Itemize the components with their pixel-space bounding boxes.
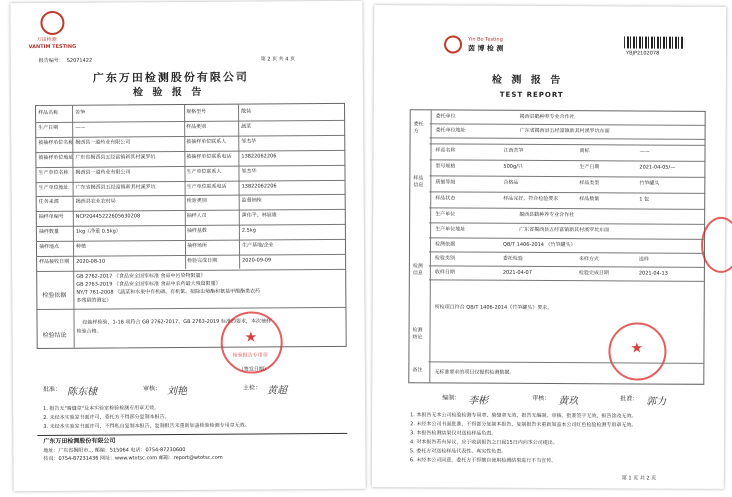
report-no: YBJP2102078: [625, 50, 660, 57]
logo-cn: 茵 博 检 测: [468, 44, 504, 53]
conclusion-label: 检验结论: [42, 331, 67, 340]
table-cell-label: 任务来源: [38, 199, 59, 206]
table-cell-label: 生产单位联系电话: [186, 183, 227, 190]
table-cell-label: 样品数量: [579, 196, 600, 203]
table-cell-label: 抽样单编号: [38, 214, 64, 221]
basis-line: NY/T 761-2008 《蔬菜和水果中有机磷、有机氯、拟除虫菊酯和氨基甲酸酯类农药: [76, 288, 261, 296]
tester-signature: 黄超: [266, 385, 288, 397]
logo-text: 万田检测: [36, 36, 57, 44]
seal-star-icon: ★: [244, 329, 258, 346]
basis-line: GB 2763-2019 《食品安全国家标准 食品中农药最大残留限量》: [76, 280, 221, 288]
table-cell-label: 抽样地点: [38, 243, 60, 251]
conclusion-text: 所检项目符合 QB/T 1406-2014《竹笋罐头》要求。: [434, 304, 553, 312]
table-cell-value: 蔬菜: [241, 123, 252, 130]
note: 3. 本报告检测结果仅对送检样品负责。: [410, 430, 497, 437]
table-cell-value: 江西苦笋: [503, 147, 524, 154]
table-cell-value: 种植: [75, 243, 87, 250]
seal-text: 检验报告专用章: [232, 352, 268, 359]
editor-role: 编制：: [442, 394, 461, 402]
table-cell-label: 检验完成日期: [578, 270, 609, 277]
table-cell-value: 2020-09-09: [242, 257, 272, 264]
logo-en: Yin Bo Testing: [468, 36, 503, 43]
table-cell-value: NCP20445222605630208: [75, 213, 141, 221]
table-cell-value: 广东省揭西县五经富镇新其村溪罗坑东面: [519, 127, 610, 135]
report-title-en: TEST REPORT: [499, 90, 564, 100]
footer-contact: 传真：0754-87231436 网址：www.wtotsc.com 邮箱：report@wtotsc.com: [43, 454, 223, 463]
editor-signature: 李彬: [468, 395, 489, 407]
client-section-label: 委托方: [413, 121, 424, 135]
table-cell-value: 500g/只: [503, 163, 523, 170]
table-cell-value: 合格品: [503, 179, 519, 186]
table-cell-value: 生产基地/企业: [241, 242, 274, 249]
table-cell-value: 13822062206: [241, 182, 277, 190]
reviewer-signature: 刘艳: [166, 386, 188, 398]
table-cell-value: 广东省揭西县五经富镇新其村溪罗坑: [75, 183, 156, 191]
note: 2. 未经本公司书面批准，不得部分复制本报告，复制报告未重新加盖本公司红色检验检测专用章无效。: [410, 421, 637, 429]
note: 5. 委托方对送检样品代表性、真实性负责。: [409, 448, 507, 455]
table-cell-value: 送样: [638, 256, 649, 263]
table-cell-value: 揭西县一道药业有限公司: [75, 139, 131, 146]
table-cell-value: 1kg（净重 0.5kg）: [75, 228, 121, 235]
table-cell-label: 委托单位: [435, 113, 456, 120]
table-cell-label: 生产单位地址: [435, 226, 466, 233]
note: 1. 报告无"骑缝章"及本实验室检验检测专用章无效。: [43, 405, 160, 413]
table-cell-label: 被抽样单位联系电话: [186, 153, 232, 160]
partial-seal: [701, 217, 732, 273]
table-cell-label: 检验类别: [434, 255, 455, 262]
note: 6. 未经本公司同意，委托方不得擅自使用检测结果进行不当宣传。: [409, 457, 557, 465]
table-cell-label: 样品名称: [38, 109, 59, 117]
basis-line: 多残留的测定》: [76, 297, 112, 304]
table-cell-label: 检验完成日期: [187, 257, 218, 265]
report-title: 检 验 报 告: [132, 86, 205, 99]
table-cell-label: 样品类型: [579, 180, 600, 187]
table-cell-value: 广东省揭西县五经富镇新其村溪罗坑: [75, 153, 156, 161]
report-title: 检 测 报 告: [491, 74, 564, 87]
sample-section-label: 样品信息: [413, 175, 424, 189]
table-cell-value: 2020-08-10: [76, 258, 106, 265]
table-cell-label: 来样方式: [578, 256, 599, 263]
table-cell-value: 委托检验: [502, 255, 523, 262]
table-cell-value: 揭西县鹤种养专业合作社: [519, 113, 575, 121]
table-cell-label: 被抽样单位联系人: [186, 138, 227, 145]
report-no: S2071422: [66, 57, 93, 64]
table-cell-label: 生产日期: [38, 124, 59, 131]
table-cell-value: 邹杰华: [241, 168, 257, 175]
table-cell-label: 检验类别: [186, 198, 207, 205]
table-cell-label: 被抽样单位名称: [38, 139, 74, 146]
basis-line: GB 2762-2017 《食品安全国家标准 食品中污染物限量》: [76, 272, 206, 280]
note-section-label: 备注: [412, 367, 423, 374]
note: 4. 对本报告若有异议，应于收到报告之日起15日内向本公司提出。: [409, 439, 558, 447]
table-cell-label: 抽样基数: [186, 228, 207, 235]
note: 3. 未经本实验室书面许可，不得私自复制本报告，复制报告未重新加盖检验检测专用章无效。: [43, 422, 250, 431]
table-cell-value: 2.5kg: [241, 227, 256, 234]
table-cell-label: 生产单位地址: [38, 184, 69, 191]
table-cell-label: 样品名称: [435, 147, 456, 154]
table-cell-value: 样品完好，符合检验要求: [503, 195, 559, 203]
tester-role: 主检：: [242, 384, 262, 392]
table-cell-value: 苦笋: [75, 109, 86, 116]
table-cell-value: 竹笋罐头: [639, 180, 660, 187]
table-cell-label: 生产单位: [435, 211, 456, 218]
footer-address: 地址：广东省揭阳市... 邮编：515064 电话：0754-87230600: [43, 447, 186, 455]
report-no-label: 报告编号：: [38, 57, 64, 65]
reviewer-role: 审核：: [142, 385, 162, 393]
table-cell-value: 黄伟平、林展雄: [241, 212, 277, 219]
table-cell-value: 广东省揭西县五经富镇新其村溪罗坑东面: [519, 226, 610, 234]
basis-label: 检验依据: [42, 291, 67, 300]
company-name: 广东万田检测股份有限公司: [92, 70, 249, 85]
table-cell-label: 样品接收日期: [39, 258, 70, 266]
table-cell-label: 收样日期: [434, 269, 455, 276]
footer-company: 广东万田检测股份有限公司: [43, 437, 116, 446]
table-cell-value: 监督抽检: [241, 197, 262, 205]
sign-date: （签发日期）: [238, 366, 269, 373]
table-cell-value: 2021-04-07: [502, 269, 532, 276]
table-cell-value: 揭西县农业农村局: [75, 198, 116, 206]
conclusion-line: 检验合格。: [76, 328, 102, 335]
table-cell-label: 型号规格: [435, 163, 456, 170]
table-cell-label: 抽样数量: [38, 229, 59, 236]
table-cell-value: ——: [639, 148, 650, 155]
table-cell-label: 抽样人员: [186, 213, 207, 220]
conclusion-line: 经抽样检验，1-16 项符合 GB 2762-2017、GB 2763-2019 标准的要求，本次抽样: [82, 318, 271, 326]
seal-star-icon: ★: [630, 340, 644, 357]
table-cell-value: QB/T 1406-2014 《竹笋罐头》: [502, 241, 576, 249]
report-page-yinbo: [372, 5, 727, 489]
approver-signature: 陈东棣: [66, 386, 98, 398]
approver-signature: 郭力: [646, 396, 667, 408]
table-cell-value: 2021-04-13: [638, 270, 668, 277]
conclusion-section-label: 检测结论: [412, 327, 423, 341]
reviewer-signature: 黄玖: [558, 396, 579, 408]
approver-role: 批准：: [620, 395, 639, 403]
table-cell-label: 抽样场所: [186, 242, 208, 250]
table-cell-label: 委托单位地址: [435, 127, 466, 134]
table-cell-label: 样品类别: [186, 123, 207, 130]
approver-role: 批准：: [42, 385, 62, 394]
barcode: [624, 36, 684, 48]
table-cell-value: 13822062206: [241, 153, 277, 160]
table-cell-label: 生产日期: [579, 164, 600, 171]
table-cell-label: 商标: [579, 148, 590, 155]
report-page-wantian: [10, 1, 365, 491]
test-section-label: 检测信息: [412, 263, 423, 277]
table-cell-label: 规格型号: [186, 108, 207, 116]
table-cell-value: ——: [75, 124, 86, 131]
table-cell-value: 揭西县鹤种养专业合作社: [519, 211, 575, 219]
table-cell-label: 样品状态: [435, 195, 456, 202]
table-cell-label: 生产单位联系人: [186, 168, 222, 175]
table-cell-value: 揭西县一道药业有限公司: [75, 168, 131, 176]
table-cell-value: 1 包: [639, 196, 650, 203]
wantian-logo-icon: [40, 11, 64, 35]
yinbo-logo-icon: [444, 35, 462, 53]
note: 2. 未经本实验室书面许可，委托方不得部分复制本报告。: [43, 414, 170, 422]
logo-en: VANTIM TESTING: [28, 43, 77, 51]
note-text: 无标准要求的项目仅提供检测数据。: [434, 369, 515, 376]
table-cell-value: 邹杰华: [241, 138, 257, 145]
table-cell-label: 质量等级: [435, 179, 456, 186]
table-cell-label: 检测依据: [434, 241, 456, 248]
table-cell-label: 被抽样单位地址: [38, 154, 74, 161]
note: 1. 本报告无本公司检验检测专用章、骑缝章无效，报告无编制、审核、批准签字无效，报告涂改无效。: [410, 412, 637, 420]
page-info: 第 1 页 共 2 页: [621, 475, 657, 482]
table-cell-value: 散装: [241, 108, 252, 115]
page-info: 第 2 页 共 4 页: [260, 56, 296, 63]
table-cell-value: 2021-04-05/—: [639, 164, 676, 171]
table-cell-label: 生产单位名称: [38, 169, 69, 176]
reviewer-role: 审核：: [532, 394, 551, 403]
